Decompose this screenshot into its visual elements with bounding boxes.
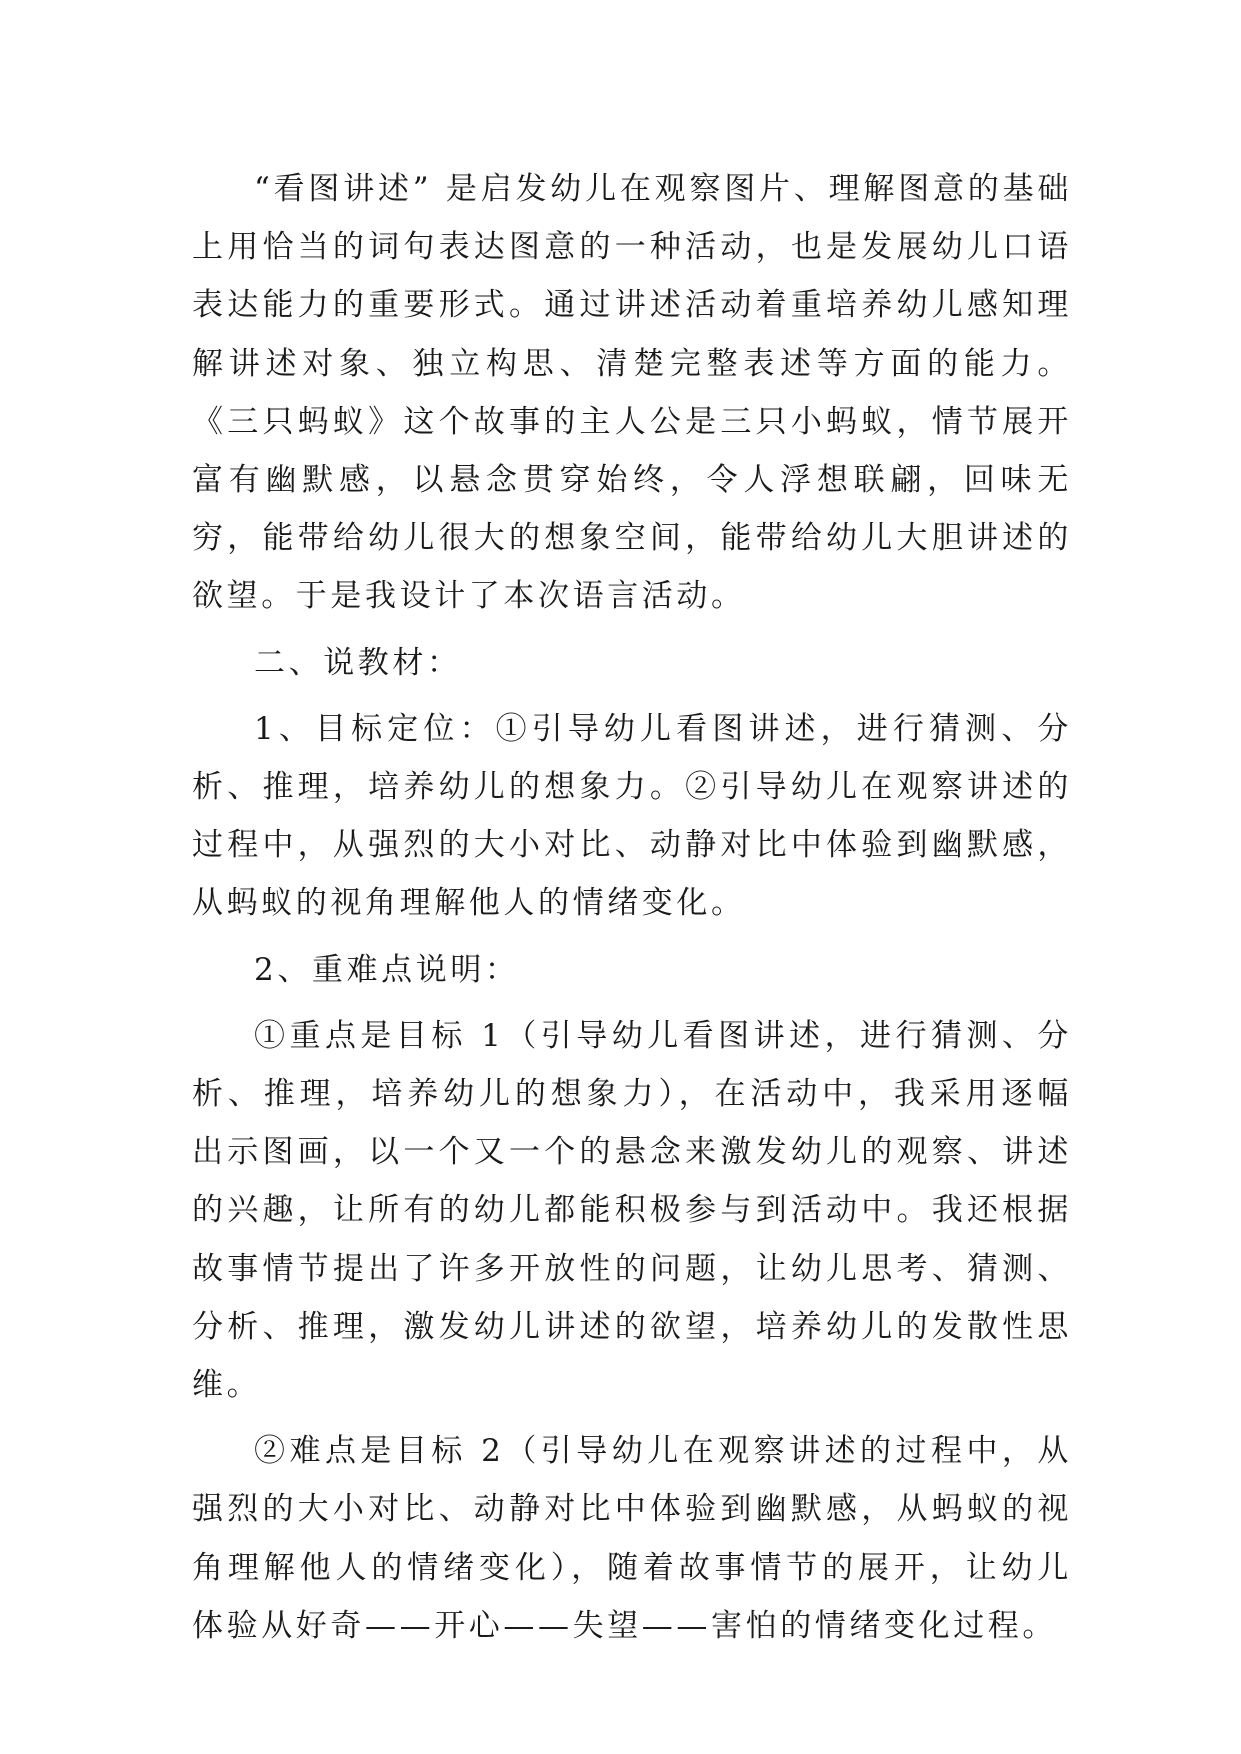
paragraph-difficulty: ②难点是目标 2（引导幼儿在观察讲述的过程中，从强烈的大小对比、动静对比中体验到幽默感，从蚂蚁的视角理解他人的情绪变化），随着故事情节的展开，让幼儿体验从好奇——开心——失望——害怕的情绪变化过程。 bbox=[192, 1433, 1072, 1644]
paragraph-objectives: 1、目标定位：①引导幼儿看图讲述，进行猜测、分析、推理，培养幼儿的想象力。②引导幼儿在观察讲述的过程中，从强烈的大小对比、动静对比中体验到幽默感，从蚂蚁的视角理解他人的情绪变化。 bbox=[192, 710, 1072, 922]
document-body bbox=[192, 160, 1072, 1655]
section-heading-materials: 二、说教材： bbox=[254, 644, 462, 681]
section-heading-key-points: 2、重难点说明： bbox=[254, 951, 520, 988]
paragraph-intro: “看图讲述” 是启发幼儿在观察图片、理解图意的基础上用恰当的词句表达图意的一种活动，也是发展幼儿口语表达能力的重要形式。通过讲述活动着重培养幼儿感知理解讲述对象、独立构思、清楚完整表述等方面的能力。《三只蚂蚁》这个故事的主人公是三只小蚂蚁，情节展开富有幽默感，以悬念贯穿始终，令人浮想联翩，回味无穷，能带给幼儿很大的想象空间，能带给幼儿大胆讲述的欲望。于是我设计了本次语言活动。 bbox=[192, 171, 1072, 615]
paragraph-key-point: ①重点是目标 1（引导幼儿看图讲述，进行猜测、分析、推理，培养幼儿的想象力），在活动中，我采用逐幅出示图画，以一个又一个的悬念来激发幼儿的观察、讲述的兴趣，让所有的幼儿都能积极参与到活动中。我还根据故事情节提出了许多开放性的问题，让幼儿思考、猜测、分析、推理，激发幼儿讲述的欲望，培养幼儿的发散性思维。 bbox=[192, 1017, 1072, 1404]
